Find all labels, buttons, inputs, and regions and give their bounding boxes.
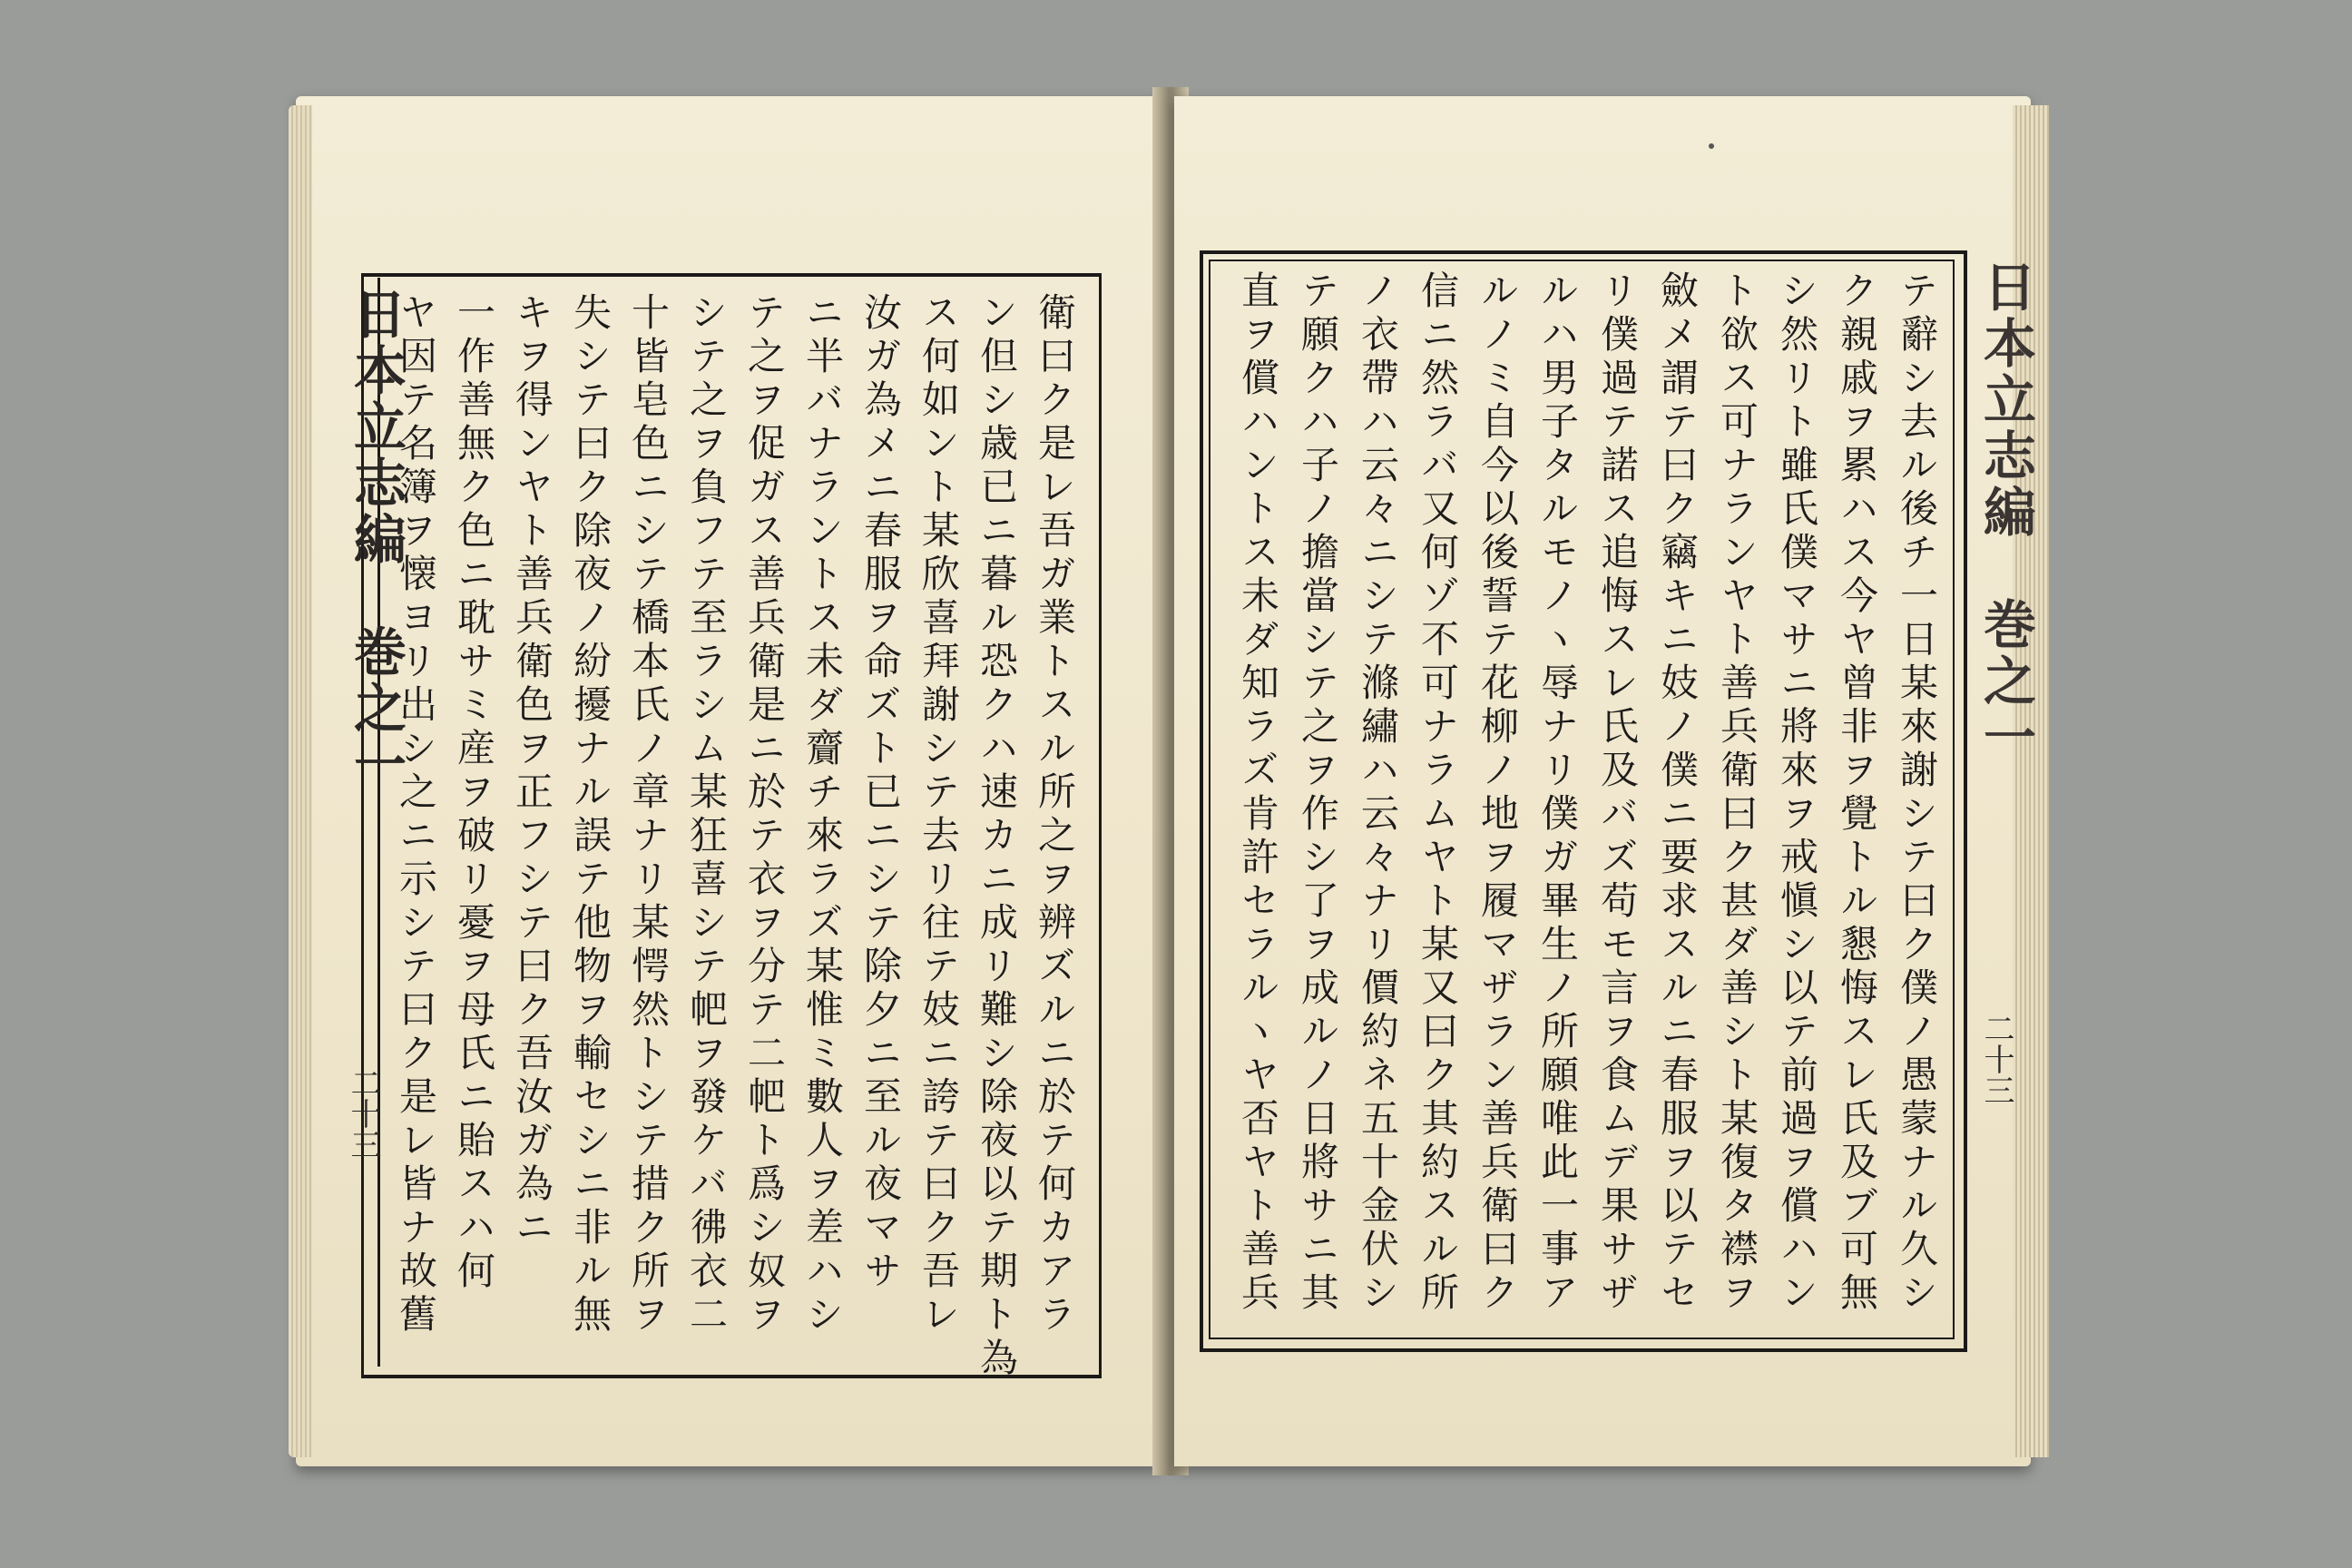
left-text-column: 失シテ曰ク除夜ノ紛擾ナル誤テ他物ヲ輸セシニ非ル無 xyxy=(568,292,612,1338)
ink-spot xyxy=(1709,143,1714,149)
right-text-column: 直ヲ償ハントス未ダ知ラズ肯許セラルヽヤ否ヤト善兵 xyxy=(1236,270,1280,1316)
left-text-column: ヤ因テ名簿ヲ懐ヨリ出シ之ニ示シテ曰ク是レ皆ナ故舊 xyxy=(394,292,438,1338)
open-book xyxy=(289,87,2071,1485)
left-text-column: テ之ヲ促ガス善兵衛是ニ於テ衣ヲ分テ二帊ト爲シ奴ヲ xyxy=(742,292,787,1338)
left-text-column: 十皆皂色ニシテ橋本氏ノ章ナリ某愕然トシテ措ク所ヲ xyxy=(626,292,671,1338)
left-text-column: 一作善無ク色ニ耽サミ産ヲ破リ憂ヲ母氏ニ貽スハ何 xyxy=(452,292,496,1294)
right-text-column: ルハ男子タルモノヽ辱ナリ僕ガ畢生ノ所願唯此一事ア xyxy=(1535,270,1580,1316)
right-text-column: 信ニ然ラバ又何ゾ不可ナラムヤト某又曰ク其約スル所 xyxy=(1416,270,1460,1316)
left-book-title: 日本立志編 巻之一 xyxy=(345,287,407,793)
right-text-column: ク親戚ヲ累ハス今ヤ曾非ヲ覺トル懇悔スレ氏及ブ可無 xyxy=(1835,270,1879,1316)
right-text-column: テ願クハ子ノ擔當シテ之ヲ作シ了ヲ成ルノ日將サニ其 xyxy=(1296,270,1340,1316)
right-text-column: ト欲ス可ナランヤト善兵衛曰ク甚ダ善シト某復タ襟ヲ xyxy=(1715,270,1759,1316)
right-folio: 二十三 xyxy=(1978,1013,2014,1105)
left-text-column: ス何如ント某欣喜拜謝シテ去リ往テ妓ニ誇テ曰ク吾レ xyxy=(916,292,961,1338)
right-text-column: 斂メ謂テ曰ク竊キニ妓ノ僕ニ要求スルニ春服ヲ以テセ xyxy=(1655,270,1700,1316)
left-text-column: ニ半バナラントス未ダ齎チ來ラズ某惟ミ數人ヲ差ハシ xyxy=(800,292,845,1338)
left-text-column: シテ之ヲ負フテ至ラシム某狂喜シテ帊ヲ發ケバ彿衣二 xyxy=(684,292,729,1338)
left-page-edges xyxy=(289,105,312,1457)
right-text-column: シ然リト雖氏僕マサニ將來ヲ戒愼シ以テ前過ヲ償ハン xyxy=(1775,270,1819,1316)
right-text-column: ルノミ自今以後誓テ花柳ノ地ヲ履マザラン善兵衛曰ク xyxy=(1475,270,1520,1316)
left-text-column: 衛曰ク是レ吾ガ業トスル所之ヲ辨ズルニ於テ何カアラ xyxy=(1033,292,1077,1338)
left-folio: 二十三 xyxy=(345,1067,381,1160)
left-text-column: 汝ガ為メニ春服ヲ命ズト已ニシテ除夕ニ至ル夜マサ xyxy=(858,292,903,1294)
right-book-title: 日本立志編 巻之一 xyxy=(1975,260,2036,766)
right-text-column: ノ衣帶ハ云々ニシテ滌繡ハ云々ナリ價約ネ五十金伏シ xyxy=(1356,270,1400,1316)
left-text-column: ン但シ歳已ニ暮ル恐クハ速カニ成リ難シ除夜以テ期ト為 xyxy=(975,292,1019,1381)
right-text-column: テ辭シ去ル後チ一日某來謝シテ曰ク僕ノ愚蒙ナル久シ xyxy=(1895,270,1939,1316)
left-text-column: キヲ得ンヤト善兵衛色ヲ正フシテ曰ク吾汝ガ為ニ xyxy=(510,292,554,1250)
right-text-column: リ僕過テ諾ス追悔スレ氏及バズ苟モ言ヲ食ムデ果サザ xyxy=(1595,270,1640,1316)
